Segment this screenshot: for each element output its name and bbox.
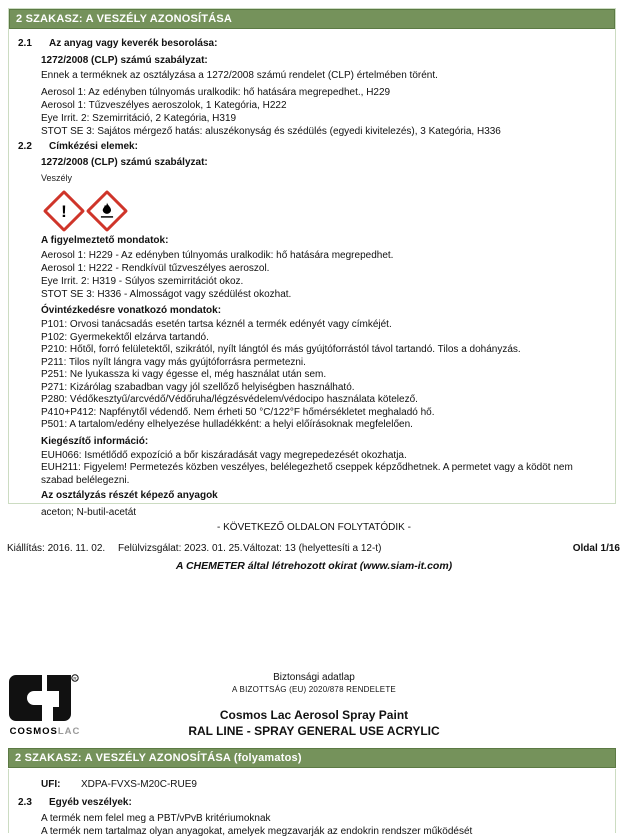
supplementary-line: EUH066: Ismétlődő expozíció a bőr kiszáradását vagy megrepedezését okozhatja. xyxy=(41,449,407,461)
classification-line: Aerosol 1: Tűzveszélyes aeroszolok, 1 Kategória, H222 xyxy=(41,100,287,111)
precaution-statement: P280: Védőkesztyű/arcvédő/Védőruha/légzésvédelem/védocipo használata kötelező. xyxy=(41,394,418,405)
cosmoslac-logo xyxy=(8,674,82,737)
signal-word: Veszély xyxy=(41,173,73,183)
page1-body xyxy=(9,29,615,519)
section2-header-bar: 2 SZAKASZ: A VESZÉLY AZONOSÍTÁSA xyxy=(9,9,615,29)
hazard-statements-list xyxy=(41,249,605,301)
logo-text-cosmos: COSMOS xyxy=(9,726,58,737)
hazard-statement: STOT SE 3: H336 - Almosságot vagy szédülést okozhat. xyxy=(41,289,292,300)
flame-glyph xyxy=(98,202,116,220)
product-line: RAL LINE - SPRAY GENERAL USE ACRYLIC xyxy=(188,724,440,738)
ghs07-exclamation-icon xyxy=(43,190,85,232)
subsection-number: 2.1 xyxy=(18,38,32,49)
logo-text-lac: LAC xyxy=(57,726,81,737)
precaution-statement: P271: Kizárólag szabadban vagy jól szellőző helyiségben használható. xyxy=(41,381,355,393)
continued-on-next-page-note: - KÖVETKEZŐ OLDALON FOLYTATÓDIK - xyxy=(217,522,411,533)
hazard-statement: Aerosol 1: H222 - Rendkívül tűzveszélyes aeroszol. xyxy=(41,263,270,274)
subsection-2-2 xyxy=(9,140,605,153)
precaution-statement: P101: Orvosi tanácsadás esetén tartsa kéznél a termék edényét vagy címkéjét. xyxy=(41,319,392,330)
classification-line: Eye Irrit. 2: Szemirritáció, 2 Kategória, H319 xyxy=(41,113,237,124)
precaution-statements-title: Óvintézkedésre vonatkozó mondatok: xyxy=(41,305,222,316)
exclamation-glyph: ! xyxy=(61,201,67,221)
product-name: Cosmos Lac Aerosol Spray Paint xyxy=(219,708,409,722)
ufi-label: UFI: xyxy=(41,779,61,790)
page1-content-box xyxy=(8,8,616,518)
supplementary-info-list xyxy=(41,450,605,488)
subsection-number: 2.2 xyxy=(18,141,32,152)
subsection-number: 2.3 xyxy=(18,797,32,808)
subsection-2-3 xyxy=(9,796,615,809)
hazard-statement: Aerosol 1: H229 - Az edényben túlnyomás uralkodik: hő hatására megrepedhet. xyxy=(41,250,394,261)
supplementary-info-title: Kiegészítő információ: xyxy=(41,435,149,447)
page-number: Oldal 1/16 xyxy=(572,543,620,554)
regulation-title: 1272/2008 (CLP) számú szabályzat: xyxy=(41,157,208,168)
page2-header xyxy=(0,668,628,738)
subsection-title: Egyéb veszélyek: xyxy=(49,797,132,808)
classification-line: STOT SE 3: Sajátos mérgező hatás: aluszékonyság és szédülés (egyedi kivitelezés), 3 Kategória, H336 xyxy=(41,126,501,137)
other-hazard-line: A termék nem felel meg a PBT/vPvB kritériumoknak xyxy=(41,813,271,824)
section2-continued-header-bar: 2 SZAKASZ: A VESZÉLY AZONOSÍTÁSA (folyamatos) xyxy=(8,748,616,768)
classification-line: Aerosol 1: Az edényben túlnyomás uralkodik: hő hatására megrepedhet., H229 xyxy=(41,87,391,98)
subsection-title: Az anyag vagy keverék besorolása: xyxy=(49,38,218,49)
components-value: aceton; N-butil-acetát xyxy=(41,507,137,518)
precaution-statement: P211: Tilos nyílt lángra vagy más gyújtóforrásra permetezni. xyxy=(41,356,306,368)
precaution-statement: P251: Ne lyukassza ki vagy égesse el, még használat után sem. xyxy=(41,369,327,380)
version-info: Változat: 13 (helyettesíti a 12-t) xyxy=(243,543,382,554)
cosmoslac-logo-text xyxy=(8,726,82,737)
document-title: Biztonsági adatlap xyxy=(273,672,355,683)
subsection-title: Címkézési elemek: xyxy=(49,141,138,152)
classification-list xyxy=(41,86,605,138)
svg-text:R: R xyxy=(73,676,77,682)
precaution-statements-list xyxy=(41,319,605,432)
hazard-statements-title: A figyelmeztető mondatok: xyxy=(41,235,169,246)
ufi-value: XDPA-FVXS-M20C-RUE9 xyxy=(81,779,197,790)
review-date: Felülvizsgálat: 2023. 01. 25. xyxy=(118,543,243,554)
ghs-pictograms xyxy=(49,193,605,229)
hazard-statement: Eye Irrit. 2: H319 - Súlyos szemirritációt okoz. xyxy=(41,276,244,287)
precaution-statement: P410+P412: Napfénytől védendő. Nem érheti 50 °C/122°F hőmérsékletet meghaladó hő. xyxy=(41,406,435,418)
precaution-statement: P210: Hőtől, forró felületektől, szikrától, nyílt lángtól és más gyújtóforrástól távol tartandó. Tilos a dohányzás. xyxy=(41,344,521,355)
ufi-row xyxy=(9,778,615,791)
classification-intro: Ennek a terméknek az osztályzása a 1272/2008 számú rendelet (CLP) értelmében törént. xyxy=(41,70,438,81)
supplementary-line: EUH211: Figyelem! Permetezés közben veszélyes, belélegezhető cseppek képződhetnek. A permetet vagy a ködöt nem szabad belélegezni. xyxy=(41,462,573,486)
other-hazards-list xyxy=(41,812,615,838)
regulation-title: 1272/2008 (CLP) számú szabályzat: xyxy=(41,55,208,66)
other-hazard-line: A termék nem tartalmaz olyan anyagokat, amelyek megzavarják az endokrin rendszer működését xyxy=(41,826,473,837)
generator-note: A CHEMETER által létrehozott okirat (www.siam-it.com) xyxy=(175,560,453,572)
precaution-statement: P102: Gyermekektől elzárva tartandó. xyxy=(41,331,209,343)
precaution-statement: P501: A tartalom/edény elhelyezése hulladékként: a helyi előírásoknak megfelelően. xyxy=(41,419,413,430)
ghs02-flame-icon xyxy=(86,190,128,232)
components-title: Az osztályzás részét képező anyagok xyxy=(41,490,218,501)
cosmoslac-logo-mark xyxy=(8,674,80,724)
page1-footer-row xyxy=(0,543,628,557)
page2-content-box xyxy=(8,769,616,837)
issue-date: Kiállítás: 2016. 11. 02. xyxy=(7,543,106,554)
document-subtitle: A BIZOTTSÁG (EU) 2020/878 RENDELETE xyxy=(232,685,396,694)
subsection-2-1 xyxy=(9,37,605,50)
